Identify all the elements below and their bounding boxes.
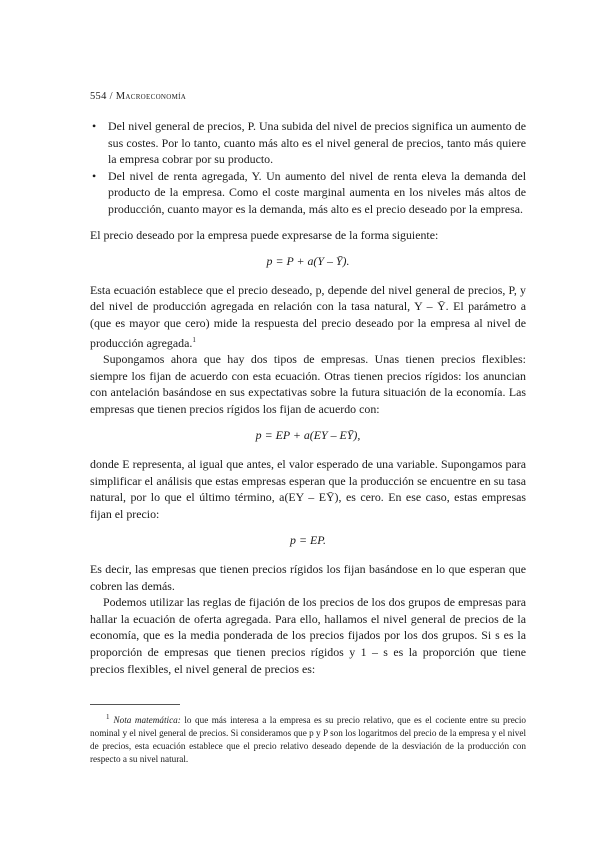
paragraph-text: Esta ecuación establece que el precio deseado, p, depende del nivel general de precios, P, y del nivel de producción agregada en relación con la tasa natural, Y – Ȳ. El parámetro a (que es mayor que cero) mide la respuesta del precio deseado por la empresa al nivel de producción agregada. bbox=[90, 282, 526, 350]
paragraph: El precio deseado por la empresa puede expresarse de la forma siguiente: bbox=[90, 227, 439, 242]
footnote-number: 1 bbox=[106, 713, 110, 721]
bullet-text: Del nivel de renta agregada, Y. Un aumento del nivel de renta eleva la demanda del producto de la empresa. Como el coste marginal aumenta en los niveles más altos de producción, cuanto mayor es la demanda, más alto es el precio deseado por la empresa. bbox=[108, 168, 526, 216]
equation: p = P + a(Y – Ȳ). bbox=[266, 254, 350, 269]
bullet-item bbox=[90, 118, 526, 168]
paragraph: donde E representa, al igual que antes, el valor esperado de una variable. Supongamos para simplificar el análisis que estas empresas esperan que la producción se encuentre en su tasa natural, por lo que el último término, a(EY – EȲ), es cero. En ese caso, estas empresas fijan el precio: bbox=[90, 457, 526, 521]
bullet-item bbox=[90, 168, 526, 218]
bullet-text: Del nivel general de precios, P. Una subida del nivel de precios significa un aumento de sus costes. Por lo tanto, cuanto más alto es el nivel general de precios, tanto más quiere la empresa cobrar por su producto. bbox=[108, 119, 526, 167]
footnote-label: Nota matemática: bbox=[113, 715, 181, 726]
paragraph: Es decir, las empresas que tienen precios rígidos los fijan basándose en lo que esperan que cobren las demás. bbox=[90, 562, 526, 593]
paragraph bbox=[90, 282, 526, 351]
footnote-divider bbox=[90, 704, 180, 705]
paragraph: Supongamos ahora que hay dos tipos de empresas. Unas tienen precios flexibles: siempre los fijan de acuerdo con esta ecuación. Otras tienen precios rígidos: los anuncian con antelación basándose en sus expectativas sobre la futura situación de la economía. Las empresas que tienen precios rígidos los fijan de acuerdo con: bbox=[90, 352, 526, 416]
body-text bbox=[90, 118, 526, 677]
footnote-marker[interactable]: 1 bbox=[192, 335, 196, 344]
equation: p = EP + a(EY – EȲ), bbox=[255, 428, 361, 443]
header-separator: / bbox=[109, 91, 113, 102]
footnote bbox=[90, 711, 526, 766]
paragraph: Podemos utilizar las reglas de fijación de los precios de los dos grupos de empresas para hallar la ecuación de oferta agregada. Para ello, hallamos el nivel general de precios de la economía, que es la media ponderada de los precios fijados por los dos grupos. Si s es la proporción de empresas que tienen precios rígidos y 1 – s es la proporción que tiene precios flexibles, el nivel general de precios es: bbox=[90, 595, 526, 676]
footnote-area bbox=[90, 704, 526, 766]
page-number: 554 bbox=[90, 91, 107, 102]
equation: p = EP. bbox=[290, 533, 326, 548]
bullet-icon: • bbox=[92, 168, 97, 183]
bullet-icon: • bbox=[92, 119, 97, 133]
running-title: Macroeconomía bbox=[115, 91, 187, 102]
footnote-text: lo que más interesa a la empresa es su precio relativo, que es el cociente entre su precio nominal y el nivel general de precios. Si consideramos que p y P son los logaritmos del precio de la empresa y el nivel de precios, esta ecuación establece que el precio relativo deseado depende de la desviación de la producción con respecto a su nivel natural. bbox=[90, 715, 527, 765]
running-header bbox=[90, 91, 186, 102]
